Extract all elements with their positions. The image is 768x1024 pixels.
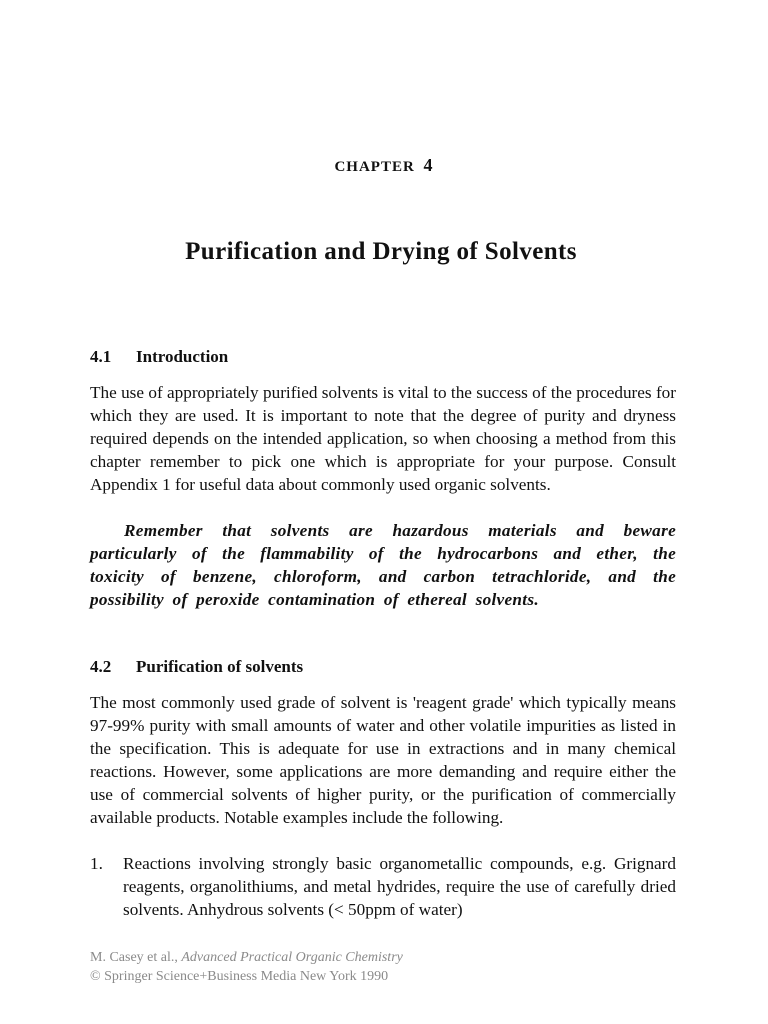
chapter-label-text: CHAPTER: [334, 159, 415, 175]
list-item: [90, 852, 676, 921]
page-footer: [90, 948, 403, 986]
citation-authors: M. Casey et al.,: [90, 950, 182, 965]
section-title: Introduction: [136, 347, 229, 366]
section-heading-purification: [90, 657, 303, 677]
citation-line: [90, 948, 403, 967]
intro-paragraph: The use of appropriately purified solvents is vital to the success of the procedures for which they are used. It is important to note that the degree of purity and dryness required depends on the intended application, so when choosing a method from this chapter remember to pick one which is appropriate for your purpose. Consult Appendix 1 for useful data about commonly used organic solvents.: [90, 383, 676, 494]
list-item-number: 1.: [90, 854, 103, 873]
section-title: Purification of solvents: [136, 657, 304, 676]
chapter-number: 4: [423, 155, 434, 175]
section-number: 4.2: [90, 657, 112, 676]
chapter-title: Purification and Drying of Solvents: [185, 238, 577, 265]
section-heading-introduction: [90, 347, 228, 367]
purification-paragraph: The most commonly used grade of solvent is 'reagent grade' which typically means 97-99% purity with small amounts of water and other volatile impurities as listed in the specification. This is adequate for use in extractions and in many chemical reactions. However, some applications are more demanding and require either the use of commercial solvents of higher purity, or the purification of commercially available products. Notable examples include the following.: [90, 693, 676, 827]
section-number: 4.1: [90, 347, 112, 366]
citation-book-title: Advanced Practical Organic Chemistry: [181, 950, 403, 965]
copyright-line: © Springer Science+Business Media New York 1990: [90, 969, 389, 984]
safety-warning-paragraph: Remember that solvents are hazardous materials and beware particularly of the flammability of the hydrocarbons and ether, the toxicity of benzene, chloroform, and carbon tetrachloride, and the possibility of peroxide contamination of ethereal solvents.: [90, 521, 676, 609]
list-item-text: Reactions involving strongly basic organometallic compounds, e.g. Grignard reagents, organolithiums, and metal hydrides, require the use of carefully dried solvents. Anhydrous solvents (< 50ppm of water): [123, 854, 676, 919]
chapter-label: [0, 155, 768, 176]
